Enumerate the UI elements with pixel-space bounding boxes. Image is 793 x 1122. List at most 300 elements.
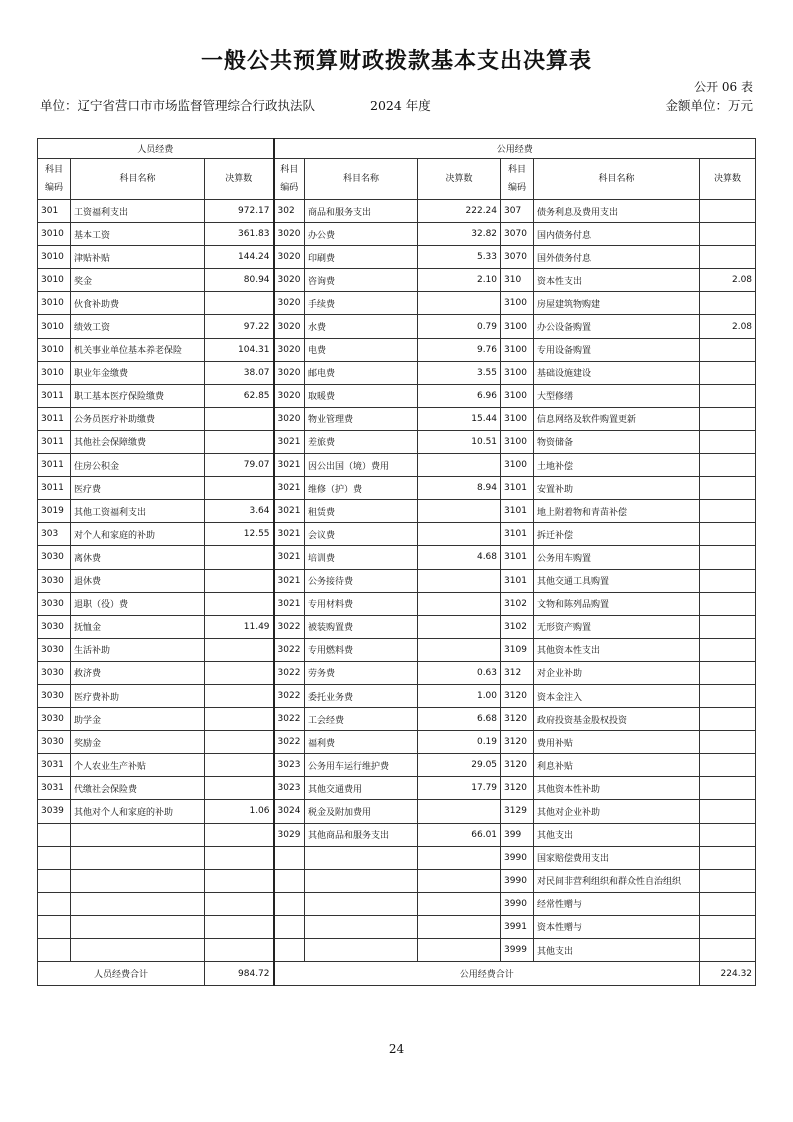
amount-cell (205, 407, 274, 430)
code-cell (274, 869, 305, 892)
table-row (38, 246, 756, 269)
code-cell: 3039 (38, 800, 71, 823)
table-row (38, 754, 756, 777)
name-cell: 因公出国（境）费用 (305, 454, 418, 477)
amount-cell (205, 592, 274, 615)
name-cell: 其他商品和服务支出 (305, 823, 418, 846)
code-cell: 3020 (274, 292, 305, 315)
code-cell: 3100 (501, 454, 534, 477)
table-row (38, 523, 756, 546)
name-cell: 培训费 (305, 546, 418, 569)
name-cell: 债务利息及费用支出 (534, 200, 700, 223)
column-header-row (38, 159, 756, 200)
amount-cell (700, 915, 756, 938)
name-cell: 其他交通费用 (305, 777, 418, 800)
amount-cell: 9.76 (418, 338, 501, 361)
amount-cell (418, 939, 501, 962)
amount-cell: 361.83 (205, 223, 274, 246)
amount-cell (418, 569, 501, 592)
name-cell: 公务用车运行维护费 (305, 754, 418, 777)
table-row (38, 269, 756, 292)
code-cell: 3101 (501, 546, 534, 569)
name-cell: 其他对企业补助 (534, 800, 700, 823)
code-cell (38, 869, 71, 892)
name-cell: 职业年金缴费 (71, 361, 205, 384)
name-cell (71, 846, 205, 869)
code-cell: 3010 (38, 361, 71, 384)
name-cell: 其他工资福利支出 (71, 500, 205, 523)
name-cell: 福利费 (305, 731, 418, 754)
name-cell: 对民间非营利组织和群众性自治组织 (534, 869, 700, 892)
table-row (38, 661, 756, 684)
code-cell: 3021 (274, 592, 305, 615)
name-cell: 文物和陈列品购置 (534, 592, 700, 615)
code-cell: 3020 (274, 338, 305, 361)
amount-cell (205, 546, 274, 569)
name-cell: 会议费 (305, 523, 418, 546)
name-cell: 房屋建筑物购建 (534, 292, 700, 315)
amount-cell (700, 477, 756, 500)
personnel-total-value: 984.72 (205, 962, 274, 986)
table-row (38, 939, 756, 962)
amount-cell: 222.24 (418, 200, 501, 223)
name-cell: 津贴补贴 (71, 246, 205, 269)
code-cell: 3021 (274, 500, 305, 523)
name-cell: 取暖费 (305, 384, 418, 407)
name-cell: 绩效工资 (71, 315, 205, 338)
name-cell: 公务用车购置 (534, 546, 700, 569)
amount-cell (700, 200, 756, 223)
amount-cell (205, 915, 274, 938)
amount-cell (418, 292, 501, 315)
code-cell: 3021 (274, 569, 305, 592)
amount-cell (700, 546, 756, 569)
amount-cell (205, 754, 274, 777)
amount-cell (418, 454, 501, 477)
amount-cell (700, 638, 756, 661)
code-cell: 399 (501, 823, 534, 846)
amount-cell: 6.96 (418, 384, 501, 407)
code-cell: 3010 (38, 246, 71, 269)
amount-cell (700, 846, 756, 869)
name-cell: 税金及附加费用 (305, 800, 418, 823)
amount-cell (205, 823, 274, 846)
name-cell: 物业管理费 (305, 407, 418, 430)
code-cell: 3024 (274, 800, 305, 823)
name-cell: 国外债务付息 (534, 246, 700, 269)
code-cell: 3120 (501, 731, 534, 754)
amount-cell: 29.05 (418, 754, 501, 777)
code-cell: 3120 (501, 777, 534, 800)
col-header-name: 科目名称 (71, 159, 205, 200)
amount-cell: 62.85 (205, 384, 274, 407)
code-cell: 3011 (38, 477, 71, 500)
code-cell: 3022 (274, 661, 305, 684)
code-cell: 3120 (501, 708, 534, 731)
amount-cell: 2.08 (700, 269, 756, 292)
amount-cell (205, 477, 274, 500)
col-header-code: 科目编码 (274, 159, 305, 200)
table-row (38, 869, 756, 892)
amount-cell (418, 500, 501, 523)
name-cell (305, 846, 418, 869)
code-cell: 3020 (274, 315, 305, 338)
name-cell (71, 915, 205, 938)
col-header-code: 科目编码 (38, 159, 71, 200)
code-cell (274, 939, 305, 962)
col-header-name: 科目名称 (305, 159, 418, 200)
expenditure-table (37, 138, 756, 986)
name-cell: 咨询费 (305, 269, 418, 292)
personnel-total-label: 人员经费合计 (38, 962, 205, 986)
code-cell: 3021 (274, 430, 305, 453)
amount-cell: 32.82 (418, 223, 501, 246)
name-cell: 办公费 (305, 223, 418, 246)
amount-cell: 38.07 (205, 361, 274, 384)
amount-cell (418, 915, 501, 938)
group-public-header: 公用经费 (274, 139, 756, 159)
amount-cell: 79.07 (205, 454, 274, 477)
amount-cell (700, 800, 756, 823)
code-cell: 3129 (501, 800, 534, 823)
page-number: 24 (388, 1042, 405, 1056)
code-cell: 3031 (38, 777, 71, 800)
name-cell: 其他支出 (534, 823, 700, 846)
code-cell: 3101 (501, 523, 534, 546)
name-cell: 土地补偿 (534, 454, 700, 477)
code-cell: 3029 (274, 823, 305, 846)
amount-cell (700, 430, 756, 453)
name-cell: 基本工资 (71, 223, 205, 246)
name-cell: 基础设施建设 (534, 361, 700, 384)
amount-cell: 0.63 (418, 661, 501, 684)
table-row (38, 569, 756, 592)
col-header-amount: 决算数 (700, 159, 756, 200)
code-cell: 3021 (274, 454, 305, 477)
code-cell: 301 (38, 200, 71, 223)
code-cell: 3022 (274, 615, 305, 638)
name-cell: 经常性赠与 (534, 892, 700, 915)
table-row (38, 615, 756, 638)
totals-row (38, 962, 756, 986)
amount-cell (418, 846, 501, 869)
code-cell: 3030 (38, 638, 71, 661)
code-cell: 3031 (38, 754, 71, 777)
code-cell: 3011 (38, 454, 71, 477)
code-cell: 3100 (501, 292, 534, 315)
amount-cell (418, 800, 501, 823)
col-header-name: 科目名称 (534, 159, 700, 200)
code-cell: 3030 (38, 684, 71, 707)
code-cell: 3022 (274, 731, 305, 754)
amount-cell (205, 430, 274, 453)
code-cell: 3100 (501, 315, 534, 338)
amount-cell (700, 454, 756, 477)
amount-cell (205, 684, 274, 707)
name-cell: 其他支出 (534, 939, 700, 962)
code-cell: 3030 (38, 615, 71, 638)
name-cell: 维修（护）费 (305, 477, 418, 500)
group-personnel-header: 人员经费 (38, 139, 274, 159)
table-row (38, 846, 756, 869)
amount-cell (700, 939, 756, 962)
name-cell: 安置补助 (534, 477, 700, 500)
amount-cell (700, 523, 756, 546)
code-cell (274, 846, 305, 869)
amount-cell: 5.33 (418, 246, 501, 269)
table-row (38, 384, 756, 407)
amount-cell (418, 592, 501, 615)
name-cell: 公务接待费 (305, 569, 418, 592)
code-cell: 3020 (274, 246, 305, 269)
code-cell: 3120 (501, 684, 534, 707)
name-cell: 其他资本性补助 (534, 777, 700, 800)
code-cell: 3022 (274, 708, 305, 731)
code-cell: 3020 (274, 384, 305, 407)
code-cell (274, 915, 305, 938)
amount-cell (700, 338, 756, 361)
name-cell: 差旅费 (305, 430, 418, 453)
code-cell (274, 892, 305, 915)
name-cell: 无形资产购置 (534, 615, 700, 638)
name-cell: 退职（役）费 (71, 592, 205, 615)
name-cell: 公务员医疗补助缴费 (71, 407, 205, 430)
amount-cell: 12.55 (205, 523, 274, 546)
code-cell: 3120 (501, 754, 534, 777)
code-cell: 312 (501, 661, 534, 684)
amount-cell: 4.68 (418, 546, 501, 569)
code-cell: 3020 (274, 361, 305, 384)
name-cell: 国内债务付息 (534, 223, 700, 246)
code-cell: 3999 (501, 939, 534, 962)
code-cell: 3100 (501, 384, 534, 407)
table-row (38, 200, 756, 223)
amount-cell (418, 523, 501, 546)
amount-cell: 3.64 (205, 500, 274, 523)
name-cell: 印刷费 (305, 246, 418, 269)
amount-cell: 80.94 (205, 269, 274, 292)
code-cell: 307 (501, 200, 534, 223)
public-total-value: 224.32 (700, 962, 756, 986)
name-cell (305, 915, 418, 938)
name-cell: 邮电费 (305, 361, 418, 384)
name-cell: 大型修缮 (534, 384, 700, 407)
name-cell: 其他对个人和家庭的补助 (71, 800, 205, 823)
code-cell: 3100 (501, 407, 534, 430)
code-cell (38, 823, 71, 846)
name-cell: 利息补贴 (534, 754, 700, 777)
name-cell: 资本金注入 (534, 684, 700, 707)
table-row (38, 777, 756, 800)
unit-label: 单位：辽宁省营口市市场监督管理综合行政执法队 (40, 98, 316, 113)
amount-cell (205, 869, 274, 892)
public-total-label: 公用经费合计 (274, 962, 700, 986)
code-cell: 3100 (501, 430, 534, 453)
amount-cell (700, 361, 756, 384)
code-cell: 3030 (38, 546, 71, 569)
name-cell (71, 869, 205, 892)
code-cell: 3023 (274, 777, 305, 800)
code-cell: 3020 (274, 223, 305, 246)
table-row (38, 407, 756, 430)
code-cell: 303 (38, 523, 71, 546)
amount-cell: 66.01 (418, 823, 501, 846)
name-cell: 个人农业生产补贴 (71, 754, 205, 777)
code-cell: 310 (501, 269, 534, 292)
amount-cell: 2.10 (418, 269, 501, 292)
name-cell: 拆迁补偿 (534, 523, 700, 546)
col-header-amount: 决算数 (418, 159, 501, 200)
code-cell: 3070 (501, 246, 534, 269)
code-cell: 3019 (38, 500, 71, 523)
name-cell: 电费 (305, 338, 418, 361)
name-cell: 其他社会保障缴费 (71, 430, 205, 453)
amount-cell (205, 708, 274, 731)
name-cell: 救济费 (71, 661, 205, 684)
amount-cell (205, 777, 274, 800)
name-cell: 职工基本医疗保险缴费 (71, 384, 205, 407)
name-cell: 抚恤金 (71, 615, 205, 638)
code-cell: 3021 (274, 523, 305, 546)
amount-cell (700, 292, 756, 315)
name-cell: 其他交通工具购置 (534, 569, 700, 592)
amount-cell: 0.79 (418, 315, 501, 338)
code-cell (38, 892, 71, 915)
code-cell: 3101 (501, 477, 534, 500)
amount-cell (205, 939, 274, 962)
name-cell: 物资储备 (534, 430, 700, 453)
name-cell: 办公设备购置 (534, 315, 700, 338)
name-cell: 伙食补助费 (71, 292, 205, 315)
amount-cell (700, 615, 756, 638)
code-cell: 3990 (501, 892, 534, 915)
name-cell (305, 892, 418, 915)
code-cell: 3020 (274, 407, 305, 430)
name-cell: 离休费 (71, 546, 205, 569)
name-cell: 机关事业单位基本养老保险 (71, 338, 205, 361)
name-cell: 工资福利支出 (71, 200, 205, 223)
code-cell: 3030 (38, 708, 71, 731)
amount-cell (205, 892, 274, 915)
amount-cell (418, 615, 501, 638)
name-cell: 退休费 (71, 569, 205, 592)
amount-cell (700, 777, 756, 800)
table-row (38, 708, 756, 731)
code-cell (38, 939, 71, 962)
table-row (38, 592, 756, 615)
name-cell: 费用补贴 (534, 731, 700, 754)
name-cell: 地上附着物和青苗补偿 (534, 500, 700, 523)
code-cell: 3030 (38, 661, 71, 684)
code-cell: 3991 (501, 915, 534, 938)
code-cell: 302 (274, 200, 305, 223)
name-cell: 信息网络及软件购置更新 (534, 407, 700, 430)
amount-cell (700, 592, 756, 615)
code-cell: 3109 (501, 638, 534, 661)
name-cell: 工会经费 (305, 708, 418, 731)
year-label: 2024 年度 (370, 98, 431, 113)
amount-cell (205, 846, 274, 869)
code-cell: 3011 (38, 430, 71, 453)
table-number: 公开 06 表 (694, 80, 753, 94)
amount-cell: 17.79 (418, 777, 501, 800)
name-cell (71, 939, 205, 962)
code-cell: 3990 (501, 846, 534, 869)
amount-cell (700, 684, 756, 707)
group-header-row (38, 139, 756, 159)
table-row (38, 430, 756, 453)
code-cell: 3030 (38, 731, 71, 754)
amount-cell (700, 892, 756, 915)
amount-cell: 972.17 (205, 200, 274, 223)
amount-cell (700, 500, 756, 523)
code-cell: 3101 (501, 500, 534, 523)
table-row (38, 361, 756, 384)
amount-cell (205, 661, 274, 684)
name-cell: 对企业补助 (534, 661, 700, 684)
table-row (38, 500, 756, 523)
amount-cell: 2.08 (700, 315, 756, 338)
amount-cell (700, 731, 756, 754)
name-cell: 租赁费 (305, 500, 418, 523)
amount-cell (700, 708, 756, 731)
code-cell: 3022 (274, 684, 305, 707)
name-cell: 资本性支出 (534, 269, 700, 292)
amount-cell (205, 638, 274, 661)
amount-cell (700, 754, 756, 777)
name-cell: 医疗费补助 (71, 684, 205, 707)
col-header-code: 科目编码 (501, 159, 534, 200)
page-title: 一般公共预算财政拨款基本支出决算表 (200, 48, 592, 74)
amount-cell: 8.94 (418, 477, 501, 500)
code-cell: 3022 (274, 638, 305, 661)
name-cell: 奖励金 (71, 731, 205, 754)
name-cell: 生活补助 (71, 638, 205, 661)
col-header-amount: 决算数 (205, 159, 274, 200)
table-row (38, 546, 756, 569)
name-cell (305, 939, 418, 962)
code-cell: 3990 (501, 869, 534, 892)
name-cell: 政府投资基金股权投资 (534, 708, 700, 731)
code-cell: 3100 (501, 361, 534, 384)
code-cell: 3010 (38, 338, 71, 361)
name-cell: 被装购置费 (305, 615, 418, 638)
name-cell (71, 892, 205, 915)
name-cell: 奖金 (71, 269, 205, 292)
amount-cell (700, 569, 756, 592)
amount-cell: 3.55 (418, 361, 501, 384)
code-cell: 3023 (274, 754, 305, 777)
code-cell: 3011 (38, 407, 71, 430)
code-cell: 3100 (501, 338, 534, 361)
table-row (38, 292, 756, 315)
amount-cell: 1.06 (205, 800, 274, 823)
amount-cell (205, 292, 274, 315)
code-cell: 3102 (501, 592, 534, 615)
table-row (38, 638, 756, 661)
code-cell: 3102 (501, 615, 534, 638)
code-cell: 3020 (274, 269, 305, 292)
name-cell: 代缴社会保险费 (71, 777, 205, 800)
table-row (38, 454, 756, 477)
code-cell: 3010 (38, 315, 71, 338)
amount-cell (700, 407, 756, 430)
name-cell: 劳务费 (305, 661, 418, 684)
code-cell: 3101 (501, 569, 534, 592)
code-cell: 3010 (38, 269, 71, 292)
amount-cell: 11.49 (205, 615, 274, 638)
amount-cell: 6.68 (418, 708, 501, 731)
